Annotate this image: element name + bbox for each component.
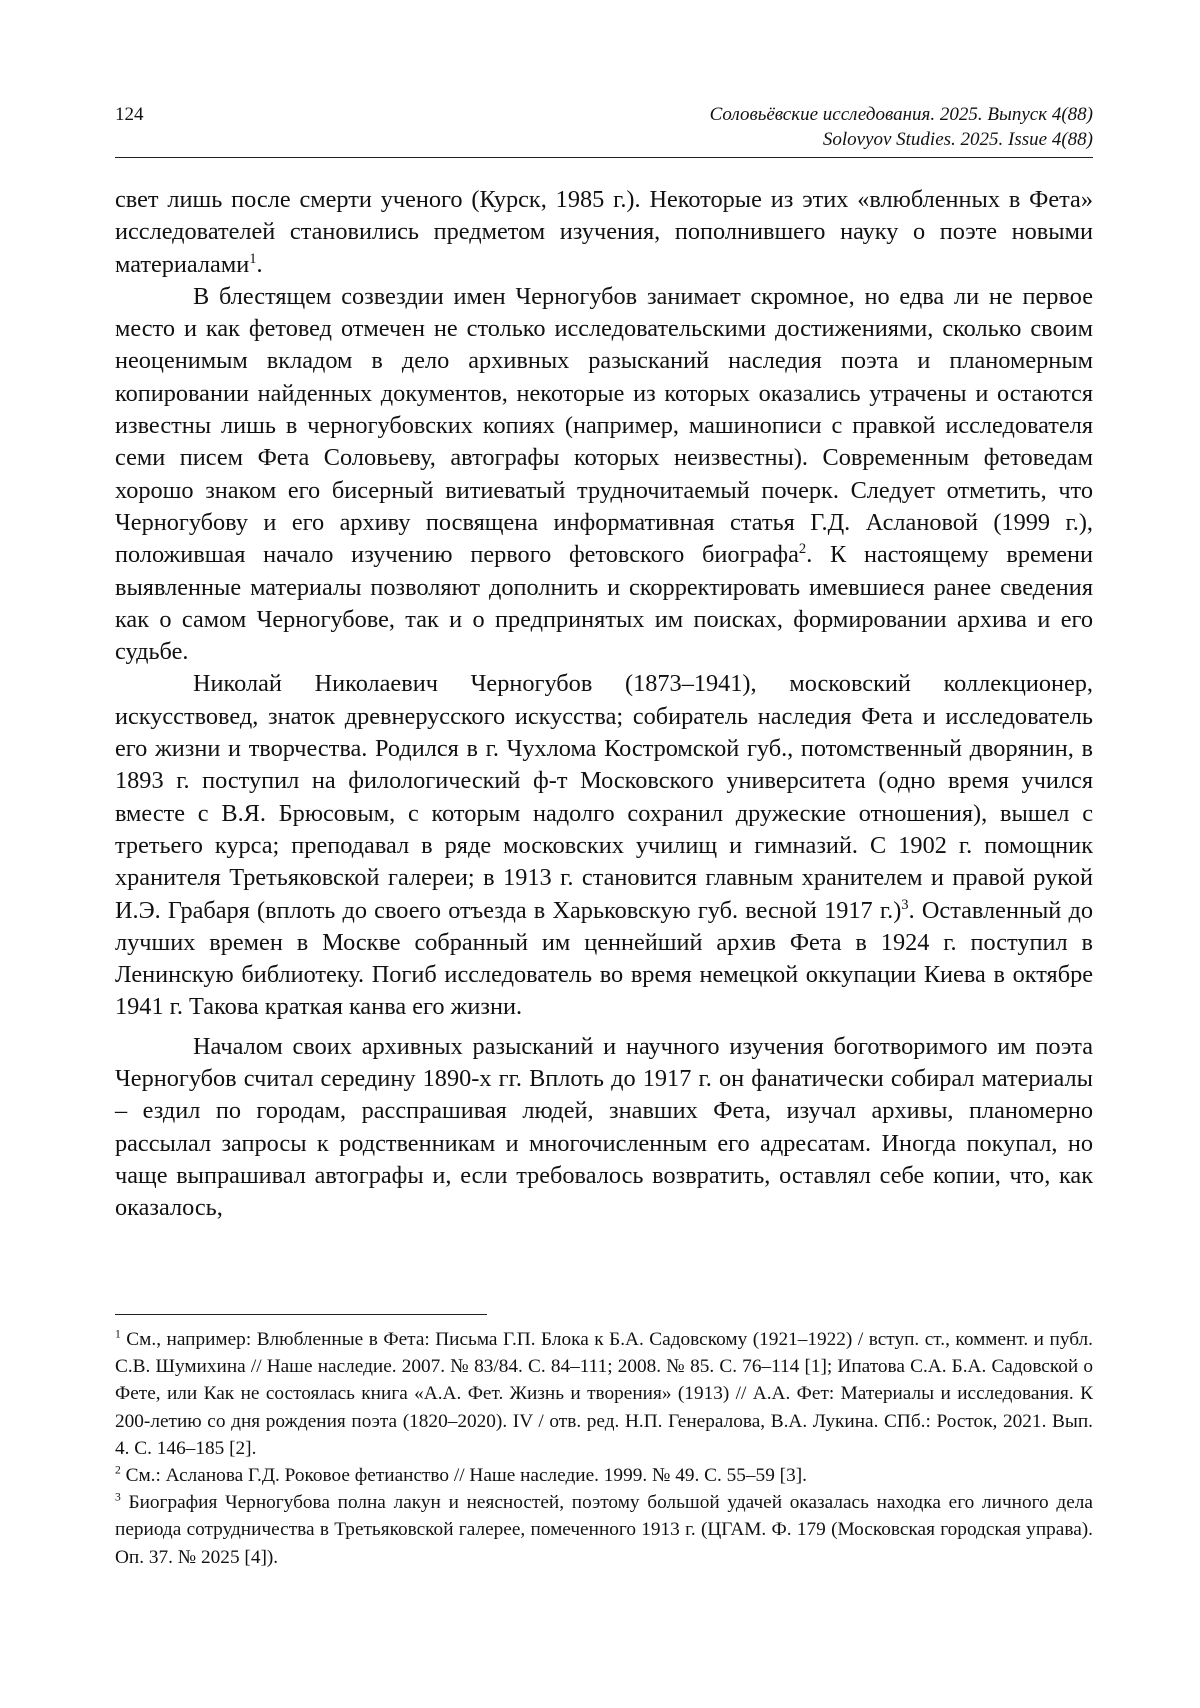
journal-title-ru: Соловьёвские исследования. 2025. Выпуск 4(88) (709, 104, 1093, 125)
paragraph-4: Началом своих архивных разысканий и научного изучения боготворимого им поэта Черногубов считал середину 1890-х гг. Вплоть до 1917 г. он фанатически собирал материалы – ездил по городам, расспрашивая людей, знавших Фета, изучал архивы, планомерно рассылал запросы к родственникам и многочисленным его адресатам. Иногда покупал, но чаще выпрашивал автографы и, если требовалось возвратить, оставлял себе копии, что, как оказалось, (115, 1032, 1093, 1222)
main-text (115, 184, 1093, 1225)
footnote-number: 3 (115, 1490, 121, 1504)
footnote-divider (115, 1314, 487, 1315)
footnote-number: 1 (115, 1327, 121, 1341)
footnotes (115, 1326, 1093, 1571)
footnote-1: $^1$ См., например: Влюбленные в Фета: Письма Г.П. Блока к Б.А. Садовскому (1921–1922) / вступ. ст., коммент. и публ. С.В. Шумихина // Наше наследие. 2007. № 83/84. С. 84–111; 2008. № 85. С. 76–114 [1]; Ипатова С.А. Б.А. Садовской о Фете, или Как не состоялась книга «А.А. Фет. Жизнь и творения» (1913) // А.А. Фет: Материалы и исследования. К 200-летию со дня рождения поэта (1820–2020). IV / отв. ред. Н.П. Генералова, В.А. Лукина. СПб.: Росток, 2021. Вып. 4. С. 146–185 [2]. (115, 1327, 1093, 1459)
page-number: 124 (115, 104, 144, 125)
footnote-3: $^3$ Биография Черногубова полна лакун и неясностей, поэтому большой удачей оказалась находка его личного дела периода сотрудничества в Третьяковской галерее, помеченного 1913 г. (ЦГАМ. Ф. 179 (Московская городская управа). Оп. 37. № 2025 [4]). (115, 1490, 1093, 1568)
journal-title-en: Solovyov Studies. 2025. Issue 4(88) (822, 129, 1093, 150)
footnote-ref-1[interactable]: 1 (249, 250, 257, 267)
journal-title-block (710, 102, 1093, 152)
footnote-number: 2 (115, 1463, 121, 1477)
footnote-ref-3[interactable]: 3 (901, 896, 909, 913)
paragraph-2: В блестящем созвездии имен Черногубов занимает скромное, но едва ли не первое место и как фетовед отмечен не столько исследовательскими достижениями, сколько своим неоценимым вкладом в дело архивных разысканий наследия поэта и планомерным копировании найденных документов, некоторые из которых оказались утрачены и остаются известны лишь в черногубовских копиях (например, машинописи с правкой исследователя семи писем Фета Соловьеву, автографы которых неизвестны). Современным фетоведам хорошо знаком его бисерный витиеватый трудночитаемый почерк. Следует отметить, что Черногубову и его архиву посвящена информативная статья Г.Д. Аслановой (1999 г.), положившая начало изучению первого фетовского биографа$^2$. К настоящему времени выявленные материалы позволяют дополнить и скорректировать имевшиеся ранее сведения как о самом Черногубове, так и о предпринятых им поисках, формировании архива и его судьбе. (115, 282, 1093, 666)
footnote-ref-2[interactable]: 2 (798, 541, 807, 558)
header-divider (115, 157, 1093, 158)
paragraph-1: свет лишь после смерти ученого (Курск, 1985 г.). Некоторые из этих «влюбленных в Фета» исследователей становились предметом изучения, пополнившего науку о поэте новыми материалами$^1$. (115, 186, 1093, 278)
paragraph-3: Николай Николаевич Черногубов (1873–1941), московский коллекционер, искусствовед, знаток древнерусского искусства; собиратель наследия Фета и исследователь его жизни и творчества. Родился в г. Чухлома Костромской губ., потомственный дворянин, в 1893 г. поступил на филологический ф-т Московского университета (одно время учился вместе с В.Я. Брюсовым, с которым надолго сохранил дружеские отношения), вышел с третьего курса; преподавал в ряде московских училищ и гимназий. С 1902 г. помощник хранителя Третьяковской галереи; в 1913 г. становится главным хранителем и правой рукой И.Э. Грабаря (вплоть до своего отъезда в Харьковскую губ. весной 1917 г.)$^3$. Оставленный до лучших времен в Москве собранный им ценнейший архив Фета в 1924 г. поступил в Ленинскую библиотеку. Погиб исследователь во время немецкой оккупации Киева в октябре 1941 г. Такова краткая канва его жизни. (115, 670, 1093, 1021)
footnote-2: $^2$ См.: Асланова Г.Д. Роковое фетианство // Наше наследие. 1999. № 49. С. 55–59 [3]. (115, 1463, 807, 1487)
